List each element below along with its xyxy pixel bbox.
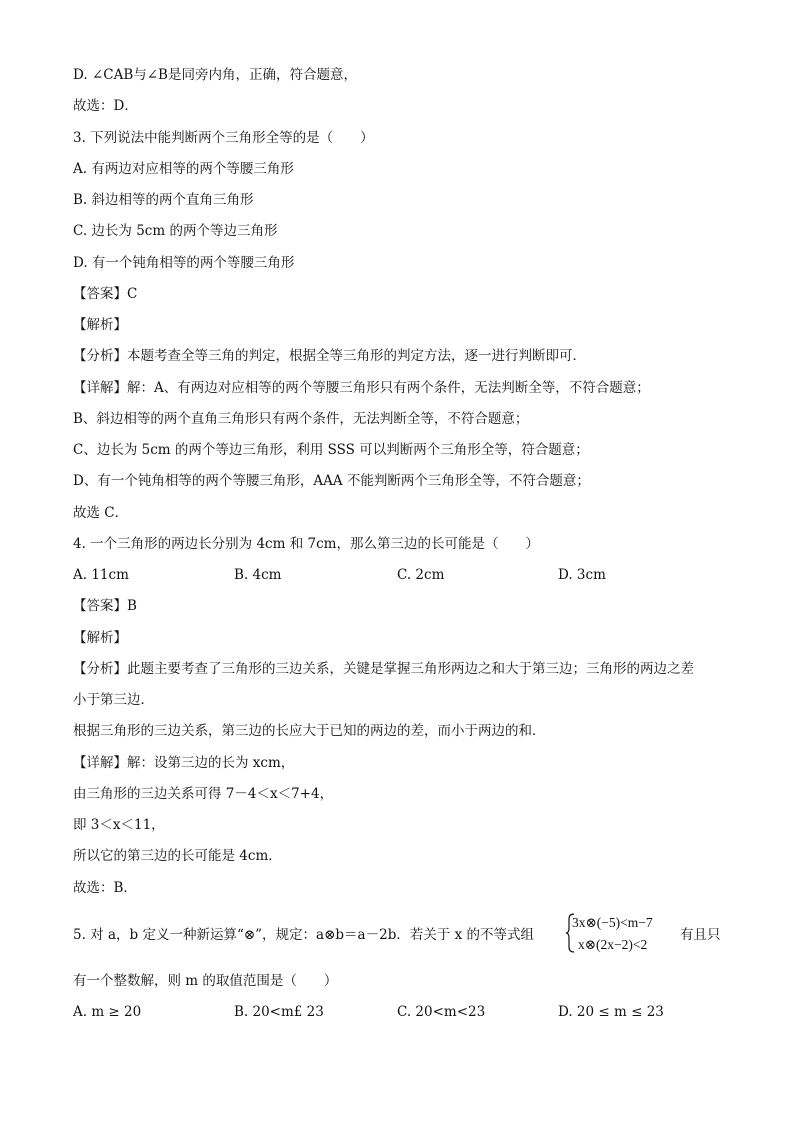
q4-detail-1: 【详解】解：设第三边的长为 xcm， [73,755,295,771]
q4-option-b: B. 4cm [234,567,282,583]
q5-option-c: C. 20<m<23 [397,1004,486,1020]
q3-option-c: C. 边长为 5cm 的两个等边三角形 [73,223,278,239]
q4-option-a: A. 11cm [73,567,129,583]
q5-stem: 5. 对 a，b 定义一种新运算“⊗”，规定：a⊗b＝a－2b．若关于 x 的不等式组 [73,927,535,943]
q3-option-a: A. 有两边对应相等的两个等腰三角形 [73,161,294,177]
q4-analysis-1: 【分析】此题主要考查了三角形的三边关系，关键是掌握三角形两边之和大于第三边；三角形的两边之差 [73,661,694,677]
q3-answer: 【答案】C [73,286,138,302]
q2-answer-choice: 故选：D． [73,98,138,114]
q4-analysis-3: 根据三角形的三边关系，第三边的长应大于已知的两边的差，而小于两边的和． [73,723,546,739]
q4-detail-3: 即 3＜x＜11， [73,817,165,833]
q5-system-row-1: 3x⊗(−5)<m−7 [572,915,653,930]
q4-detail-4: 所以它的第三边的长可能是 4cm． [73,848,282,864]
q4-detail-2: 由三角形的三边关系可得 7－4＜x＜7+4， [73,786,334,802]
q2-option-d-conclusion: D. ∠CAB与∠B是同旁内角，正确，符合题意， [73,67,357,83]
q3-detail-3: C、边长为 5cm 的两个等边三角形，利用 SSS 可以判断两个三角形全等，符合题意； [73,442,589,458]
q5-stem-2: 有一个整数解，则 m 的取值范围是（ ） [73,973,338,989]
q4-answer: 【答案】B [73,598,137,614]
q5-stem-tail: 有且只 [680,927,721,943]
q5-option-a: A. m ≥ 20 [73,1004,142,1020]
q4-option-c: C. 2cm [397,567,445,583]
q3-analysis: 【分析】本题考查全等三角的判定，根据全等三角形的判定方法，逐一进行判断即可． [73,348,586,364]
q4-stem: 4. 一个三角形的两边长分别为 4cm 和 7cm，那么第三边的长可能是（ ） [73,536,539,552]
q3-option-b: B. 斜边相等的两个直角三角形 [73,192,254,208]
q3-detail-4: D、有一个钝角相等的两个等腰三角形，AAA 不能判断两个三角形全等，不符合题意； [73,473,590,489]
q3-detail-2: B、斜边相等的两个直角三角形只有两个条件，无法判断全等，不符合题意； [73,411,529,427]
q5-system-row-2: x⊗(2x−2)<2 [578,937,648,952]
q4-analysis-2: 小于第三边． [73,692,154,708]
q4-answer-choice: 故选：B． [73,880,137,896]
q3-option-d: D. 有一个钝角相等的两个等腰三角形 [73,255,295,271]
q3-detail-1: 【详解】解：A、有两边对应相等的两个等腰三角形只有两个条件，无法判断全等，不符合题意； [73,380,650,396]
q3-analysis-heading: 【解析】 [73,317,127,333]
q5-option-d: D. 20 ≤ m ≤ 23 [558,1004,664,1020]
q3-answer-choice: 故选 C． [73,505,129,521]
q3-stem: 3. 下列说法中能判断两个三角形全等的是（ ） [73,130,374,146]
q4-option-d: D. 3cm [558,567,606,583]
q5-option-b: B. 20<m£ 23 [234,1004,324,1020]
q4-analysis-heading: 【解析】 [73,630,127,646]
